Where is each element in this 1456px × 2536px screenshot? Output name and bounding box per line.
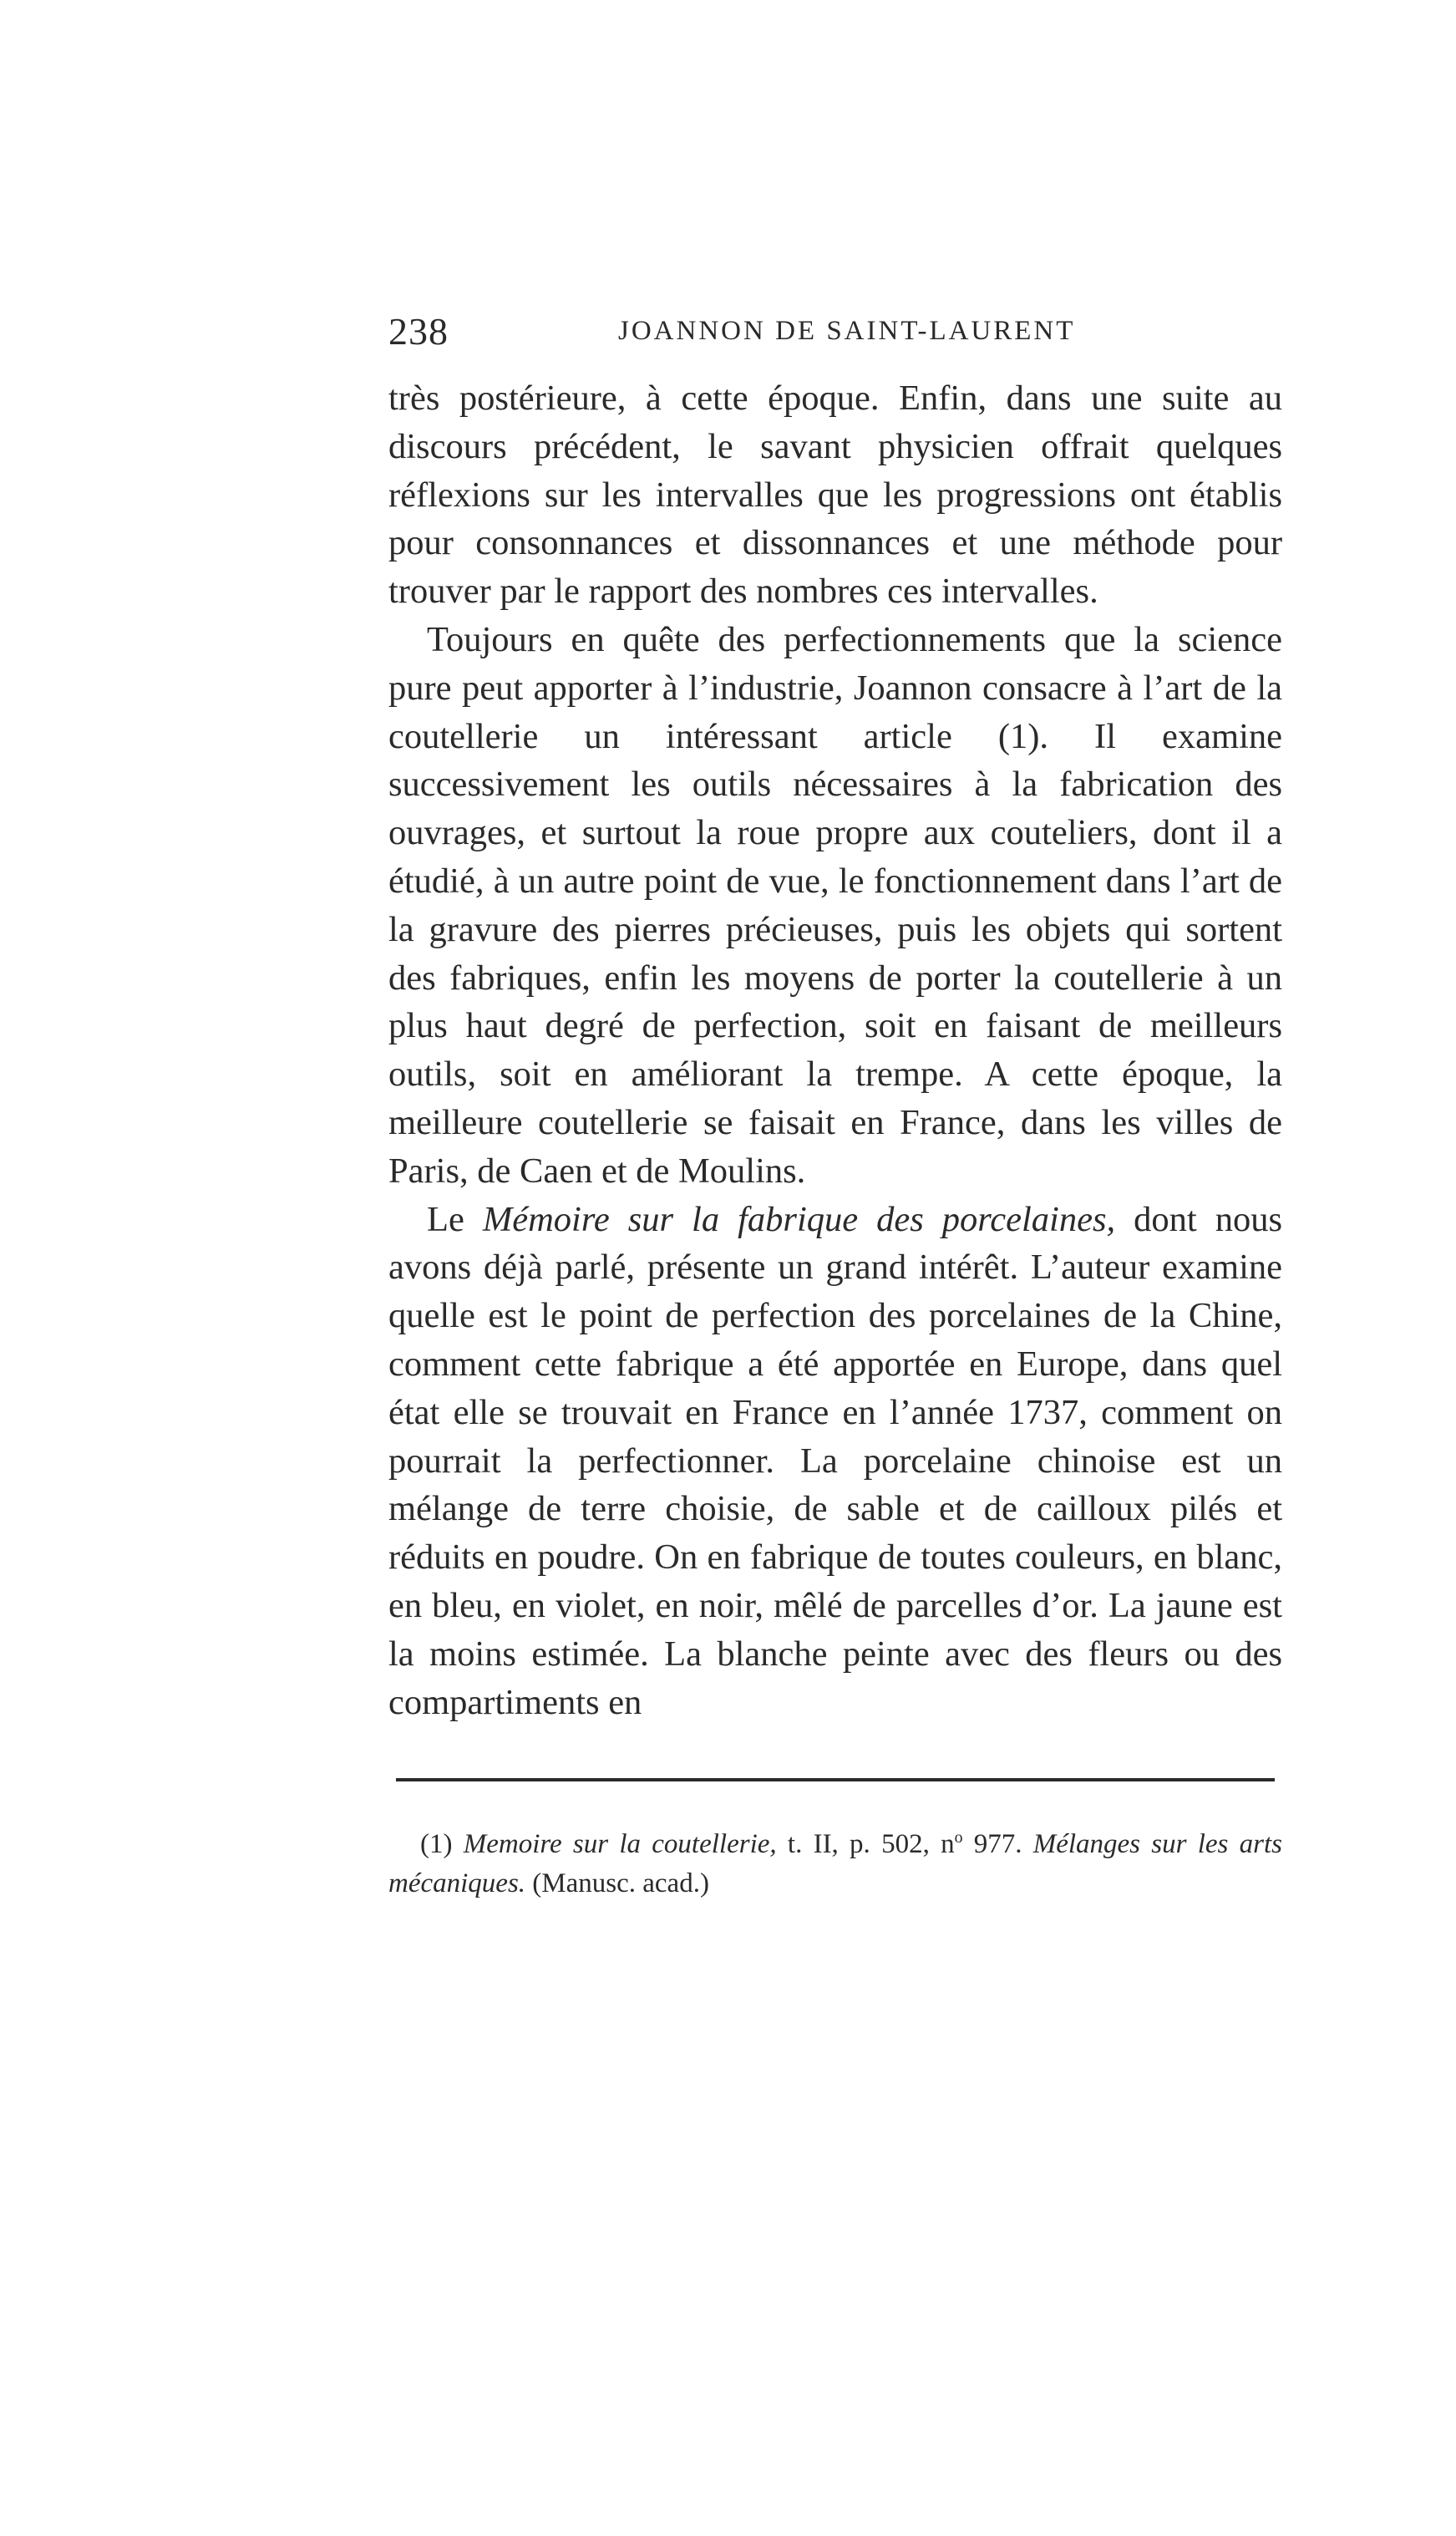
memoire-title: Mémoire sur la fabrique des porcelaines, xyxy=(482,1199,1116,1239)
footnote-collection: Mélanges sur les arts mécaniques. xyxy=(388,1829,1282,1898)
footnote-marker: (1) xyxy=(420,1829,464,1859)
footnote-num: 977. xyxy=(962,1829,1033,1859)
footnote-sup: o xyxy=(954,1828,963,1847)
paragraph-3 xyxy=(388,1196,1282,1727)
footnote-ref: t. II, p. 502, n xyxy=(776,1829,955,1859)
paragraph-3-start: Le xyxy=(427,1199,483,1239)
paragraph-3-rest: dont nous avons déjà parlé, présente un grand intérêt. L’auteur examine quelle est le point de perfection des porcelaines de la Chine, comment cette fabrique a été apportée en Europe, dans quel état elle se trouvait en France en l’année 1737, comment on pourrait la perfectionner. La porcelaine chinoise est un mélange de terre choisie, de sable et de cailloux pilés et réduits en poudre. On en fabrique de toutes couleurs, en blanc, en bleu, en violet, en noir, mêlé de parcelles d’or. La jaune est la moins estimée. La blanche peinte avec des fleurs ou des compartiments en xyxy=(388,1199,1283,1722)
footnote xyxy=(388,1818,1282,1903)
body-text xyxy=(388,374,1282,1726)
page-header xyxy=(388,309,1282,359)
running-title: JOANNON DE SAINT-LAURENT xyxy=(618,316,1076,346)
footnote-title: Memoire sur la coutellerie, xyxy=(463,1829,777,1859)
footnote-source: (Manusc. acad.) xyxy=(525,1868,709,1898)
footnote-rule xyxy=(396,1778,1275,1781)
page-number: 238 xyxy=(388,310,449,353)
paragraph-2: Toujours en quête des perfectionnements que la science pure peut apporter à l’industrie, Joannon consacre à l’art de la coutellerie un intéressant article (1). Il examine successivement les outils nécessaires à la fabrication des ouvrages, et surtout la roue propre aux couteliers, dont il a étudié, à un autre point de vue, le fonctionnement dans l’art de la gravure des pierres précieuses, puis les objets qui sortent des fabriques, enfin les moyens de porter la coutellerie à un plus haut degré de perfection, soit en faisant de meilleurs outils, soit en améliorant la trempe. A cette époque, la meilleure coutellerie se faisait en France, dans les villes de Paris, de Caen et de Moulins. xyxy=(388,619,1282,1191)
paragraph-1: très postérieure, à cette époque. Enfin, dans une suite au discours précédent, le savant physicien offrait quelques réflexions sur les intervalles que les progressions ont établis pour consonnances et dissonnances et une méthode pour trouver par le rapport des nombres ces intervalles. xyxy=(388,379,1282,612)
